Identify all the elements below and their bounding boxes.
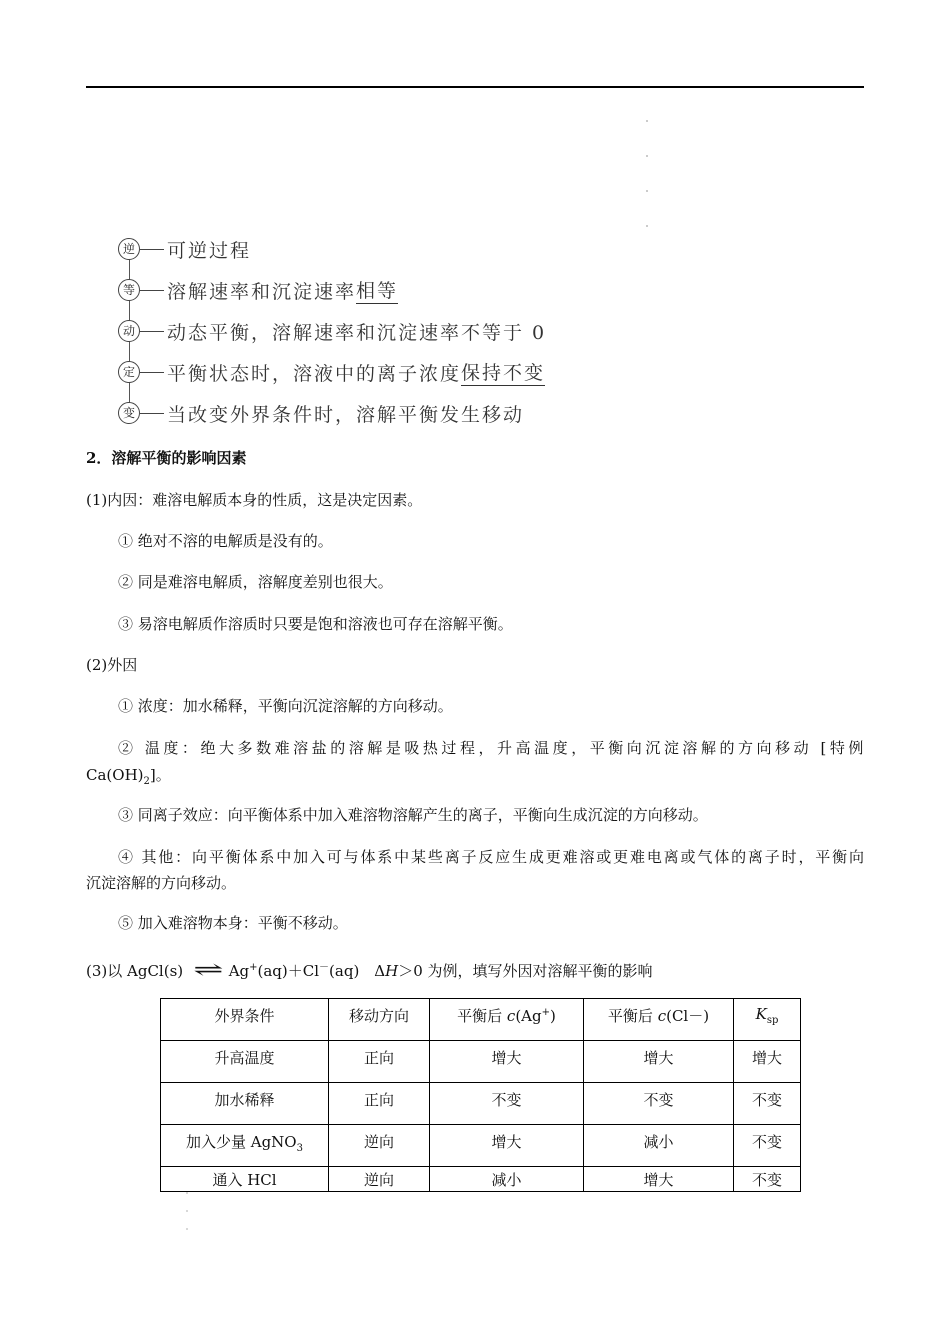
equation-text: (3)以 AgCl(s) <box>86 962 184 980</box>
table-row <box>161 1167 801 1192</box>
paragraph-external-cause: (2)外因 <box>86 656 138 674</box>
equation-text: (aq)＋Cl <box>257 962 320 980</box>
table-header-cell <box>430 999 584 1041</box>
feature-text: 平衡状态时，溶液中的离子浓度 <box>167 362 462 385</box>
feature-text: 溶解速率和沉淀速率 <box>167 280 357 303</box>
equation-superscript: + <box>249 962 258 973</box>
table-cell: 增大 <box>430 1041 584 1083</box>
feature-row-equal <box>118 277 398 303</box>
header-superscript: + <box>541 1007 550 1018</box>
speck-dot <box>186 1192 188 1194</box>
header-text: ) <box>550 1007 556 1025</box>
header-italic: c <box>506 1007 516 1025</box>
list-item-continuation <box>86 764 171 793</box>
list-item: ⑤ 加入难溶物本身：平衡不移动。 <box>118 914 348 932</box>
equation-text: ＞0 为例，填写外因对溶解平衡的影响 <box>398 962 653 980</box>
table-cell: 逆向 <box>329 1167 430 1192</box>
feature-dash <box>140 331 164 332</box>
header-text: 平衡后 <box>457 1007 507 1025</box>
table-cell: 增大 <box>430 1125 584 1167</box>
header-italic: c <box>657 1007 667 1025</box>
list-item-continuation: 沉淀溶解的方向移动。 <box>86 874 237 892</box>
header-rule <box>86 86 864 88</box>
list-item: ② 温度：绝大多数难溶盐的溶解是吸热过程，升高温度，平衡向沉淀溶解的方向移动 [特例 <box>118 739 864 757</box>
feature-row-fixed <box>118 359 545 385</box>
table-row <box>161 1125 801 1167</box>
header-subscript: sp <box>766 1015 779 1026</box>
feature-row-dynamic <box>118 318 546 344</box>
list-item: ① 绝对不溶的电解质是没有的。 <box>118 532 333 550</box>
feature-text: 当改变外界条件时，溶解平衡发生移动 <box>167 403 525 426</box>
table-header-cell <box>734 999 801 1041</box>
table-header-row <box>161 999 801 1041</box>
header-italic: K <box>755 1005 767 1023</box>
header-text: 平衡后 <box>607 1007 658 1025</box>
formula-subscript: 2 <box>143 776 150 787</box>
table-cell: 不变 <box>734 1167 801 1192</box>
table-header-cell <box>584 999 734 1041</box>
feature-dash <box>140 413 164 414</box>
feature-dash <box>140 290 164 291</box>
feature-underlined-text: 保持不变 <box>461 358 545 386</box>
table-row <box>161 1041 801 1083</box>
cell-subscript: 3 <box>296 1143 303 1154</box>
list-item: ④ 其他：向平衡体系中加入可与体系中某些离子反应生成更难溶或更难电离或气体的离子时，平衡向 <box>118 848 864 866</box>
table-cell: 减小 <box>584 1125 734 1167</box>
reversible-arrow-icon: ⇌ <box>193 957 224 981</box>
paragraph-internal-cause: (1)内因：难溶电解质本身的性质，这是决定因素。 <box>86 491 423 509</box>
speck-dot <box>186 1228 188 1230</box>
feature-badge: 变 <box>118 402 140 424</box>
speck-dot <box>646 155 648 157</box>
cell-text: 加入少量 AgNO <box>185 1133 297 1151</box>
influence-table <box>160 998 801 1192</box>
dissolution-equilibrium-features <box>118 232 598 432</box>
table-cell: 加水稀释 <box>161 1083 329 1125</box>
list-item: ③ 同离子效应：向平衡体系中加入难溶物溶解产生的离子，平衡向生成沉淀的方向移动。 <box>118 806 708 824</box>
table-cell: 不变 <box>734 1125 801 1167</box>
equation-superscript: － <box>319 962 330 973</box>
feature-text: 可逆过程 <box>167 239 252 262</box>
table-cell: 不变 <box>584 1083 734 1125</box>
equation-italic: H <box>385 962 399 980</box>
speck-dot <box>646 120 648 122</box>
paragraph-example-equation <box>86 957 653 982</box>
header-text: (Ag <box>515 1007 542 1025</box>
list-item: ② 同是难溶电解质，溶解度差别也很大。 <box>118 573 393 591</box>
table-cell: 增大 <box>584 1041 734 1083</box>
table-cell: 正向 <box>329 1041 430 1083</box>
feature-badge: 逆 <box>118 238 140 260</box>
table-cell <box>161 1125 329 1167</box>
table-cell: 逆向 <box>329 1125 430 1167</box>
equation-text: (aq) Δ <box>329 962 386 980</box>
table-cell: 升高温度 <box>161 1041 329 1083</box>
table-cell: 正向 <box>329 1083 430 1125</box>
feature-badge: 定 <box>118 361 140 383</box>
table-cell: 减小 <box>430 1167 584 1192</box>
header-text: (Cl－) <box>666 1007 710 1025</box>
table-cell: 增大 <box>734 1041 801 1083</box>
table-cell: 增大 <box>584 1167 734 1192</box>
feature-badge: 动 <box>118 320 140 342</box>
table-cell: 不变 <box>734 1083 801 1125</box>
table-header-cell: 移动方向 <box>329 999 430 1041</box>
formula-text: Ca(OH) <box>86 766 144 784</box>
feature-text: 动态平衡，溶解速率和沉淀速率不等于 0 <box>167 321 547 344</box>
speck-dot <box>186 1210 188 1212</box>
table-header-cell: 外界条件 <box>161 999 329 1041</box>
feature-underlined-text: 相等 <box>356 276 398 304</box>
table-cell: 不变 <box>430 1083 584 1125</box>
list-item: ① 浓度：加水稀释，平衡向沉淀溶解的方向移动。 <box>118 697 453 715</box>
table-row <box>161 1083 801 1125</box>
feature-dash <box>140 249 164 250</box>
feature-row-reversible <box>118 236 251 262</box>
table-cell: 通入 HCl <box>161 1167 329 1192</box>
feature-badge: 等 <box>118 279 140 301</box>
list-item: ③ 易溶电解质作溶质时只要是饱和溶液也可存在溶解平衡。 <box>118 615 513 633</box>
equation-text: Ag <box>228 962 250 980</box>
speck-dot <box>646 225 648 227</box>
feature-dash <box>140 372 164 373</box>
section-heading: 2．溶解平衡的影响因素 <box>86 449 247 467</box>
feature-row-change <box>118 400 524 426</box>
speck-dot <box>646 190 648 192</box>
formula-text: ]。 <box>149 766 171 784</box>
